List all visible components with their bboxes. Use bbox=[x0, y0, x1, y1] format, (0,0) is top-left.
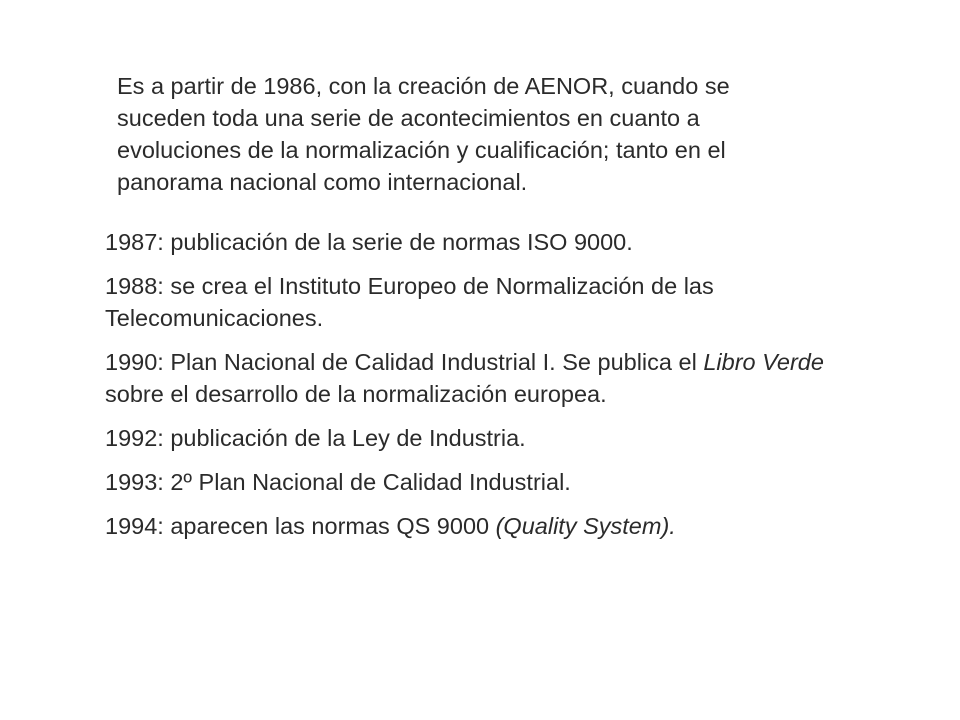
quality-system-note: (Quality System). bbox=[495, 513, 676, 539]
timeline-list bbox=[105, 226, 845, 554]
timeline-item-1988: 1988: se crea el Instituto Europeo de Normalización de las Telecomunicaciones. bbox=[105, 273, 714, 331]
timeline-item-1994 bbox=[105, 510, 845, 542]
timeline-item-1993: 1993: 2º Plan Nacional de Calidad Industrial. bbox=[105, 469, 571, 495]
timeline-text: sobre el desarrollo de la normalización europea. bbox=[105, 381, 607, 407]
timeline-item-1990 bbox=[105, 346, 845, 410]
book-title: Libro Verde bbox=[703, 349, 824, 375]
timeline-text: 1994: aparecen las normas QS 9000 bbox=[105, 513, 496, 539]
timeline-text: 1990: Plan Nacional de Calidad Industrial I. Se publica el bbox=[105, 349, 704, 375]
timeline-item-1987: 1987: publicación de la serie de normas ISO 9000. bbox=[105, 229, 633, 255]
intro-paragraph: Es a partir de 1986, con la creación de AENOR, cuando se suceden toda una serie de acontecimientos en cuanto a evoluciones de la normalización y cualificación; tanto en el panorama nacional como internacional. bbox=[117, 73, 730, 195]
timeline-item-1992: 1992: publicación de la Ley de Industria. bbox=[105, 425, 526, 451]
